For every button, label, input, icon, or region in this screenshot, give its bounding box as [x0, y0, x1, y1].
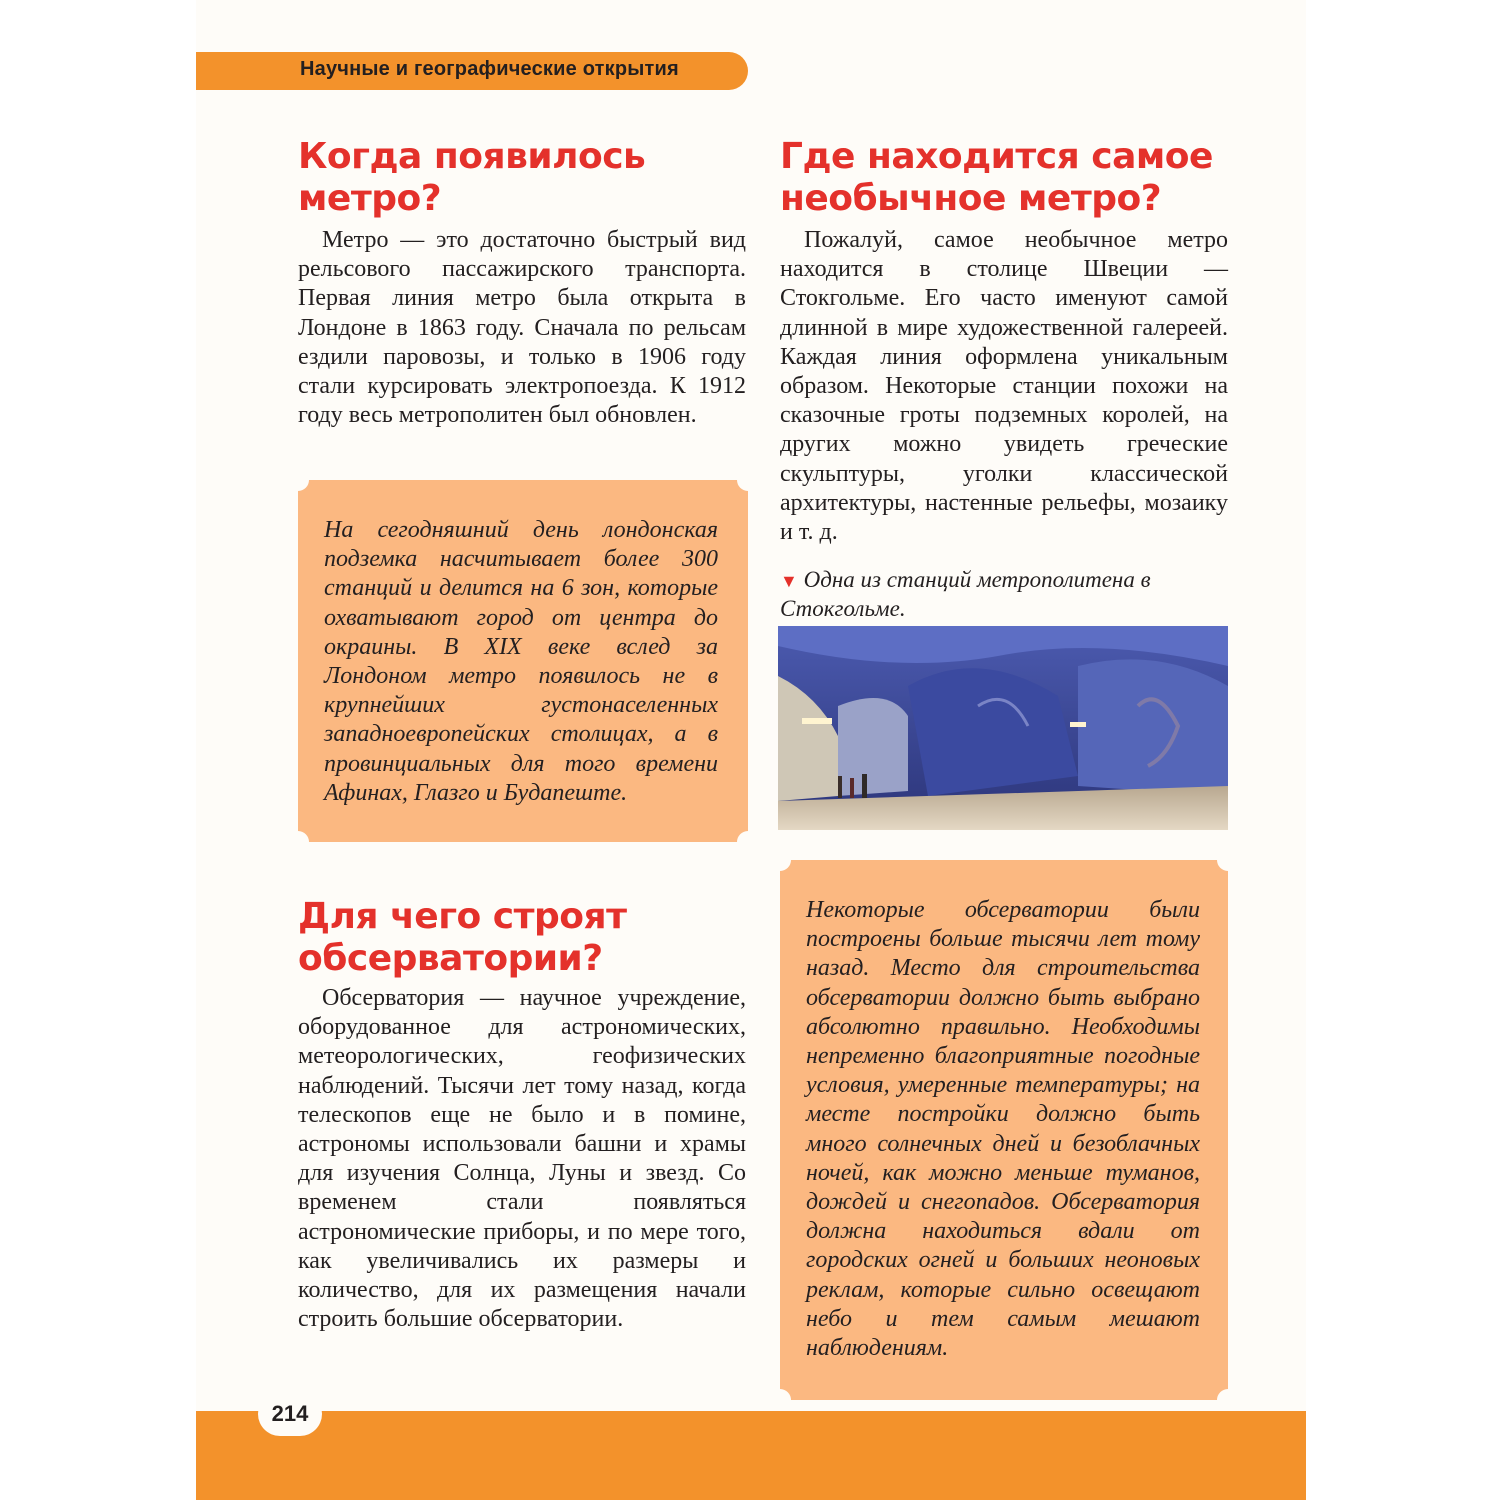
heading-metro-line1: Когда появилось [298, 136, 646, 177]
heading-unusual-line2: необычное метро? [780, 178, 1162, 219]
heading-observatory-line2: обсерватории? [298, 938, 603, 979]
book-page [196, 0, 1306, 1500]
section-header-title: Научные и географические открытия [300, 58, 679, 80]
unusual-metro-paragraph-block [780, 226, 1228, 547]
observatory-paragraph-block [298, 984, 746, 1334]
station-illustration [778, 626, 1228, 830]
metro-paragraph-block [298, 226, 746, 430]
heading-metro [298, 136, 645, 220]
observatory-paragraph: Обсерватория — научное учреждение, оборудованное для астрономических, метеорологических, геофизических наблюдений. Тысячи лет тому назад, когда телескопов еще не было и в помине, астрономы использовали башни и храмы для изучения Солнца, Луны и звезд. Со временем стали появляться астрономические приборы, и по мере того, как увеличивались их размеры и количество, для их размещения начали строить большие обсерватории. [298, 985, 746, 1333]
metro-paragraph: Метро — это достаточно быстрый вид рельсового пассажирского транспорта. Первая линия метро была открыта в Лондоне в 1863 году. Сначала по рельсам ездили паровозы, и только в 1906 году стали курсировать электропоезда. К 1912 году весь метрополитен был обновлен. [298, 227, 746, 429]
stockholm-station-photo [778, 626, 1228, 830]
heading-unusual-line1: Где находится самое [780, 136, 1213, 177]
note-observatory-text: Некоторые обсерватории были построены больше тысячи лет тому назад. Место для строительства обсерватории должно быть выбрано абсолютно правильно. Необходимы непременно благоприятные погодные условия, умеренные температуры; на месте постройки должно быть много солнечных дней и безоблачных ночей, как можно меньше туманов, дождей и снегопадов. Обсерватория должна находиться вдали от городских огней и больших неоновых реклам, которые сильно освещают небо и тем самым мешают наблюдениям. [806, 897, 1200, 1362]
page-number: 214 [258, 1392, 322, 1436]
photo-caption [780, 566, 1230, 623]
unusual-metro-paragraph: Пожалуй, самое необычное метро находится в столице Швеции — Стокгольме. Его часто именуют самой длинной в мире художественной галереей. Каждая линия оформлена уникальным образом. Некоторые станции похожи на сказочные гроты подземных королей, на других можно увидеть греческие скульптуры, уголки классической архитектуры, настенные рельефы, мозаику и т. д. [780, 227, 1228, 546]
note-london-text: На сегодняшний день лондонская подземка насчитывает более 300 станций и делится на 6 зон, которые охватывают город от центра до окраины. В XIX веке вслед за Лондоном метро появилось не в крупнейших густонаселенных западноевропейских столицах, а в провинциальных для того времени Афинах, Глазго и Будапеште. [324, 517, 718, 806]
caption-marker-icon: ▼ [780, 571, 798, 591]
footer-bar [196, 1411, 1306, 1500]
heading-observatory-line1: Для чего строят [298, 896, 627, 937]
heading-metro-line2: метро? [298, 178, 442, 219]
photo-caption-text: Одна из станций метрополитена в Стокгольме. [780, 567, 1151, 621]
heading-unusual-metro [780, 136, 1213, 220]
heading-observatory [298, 896, 626, 980]
